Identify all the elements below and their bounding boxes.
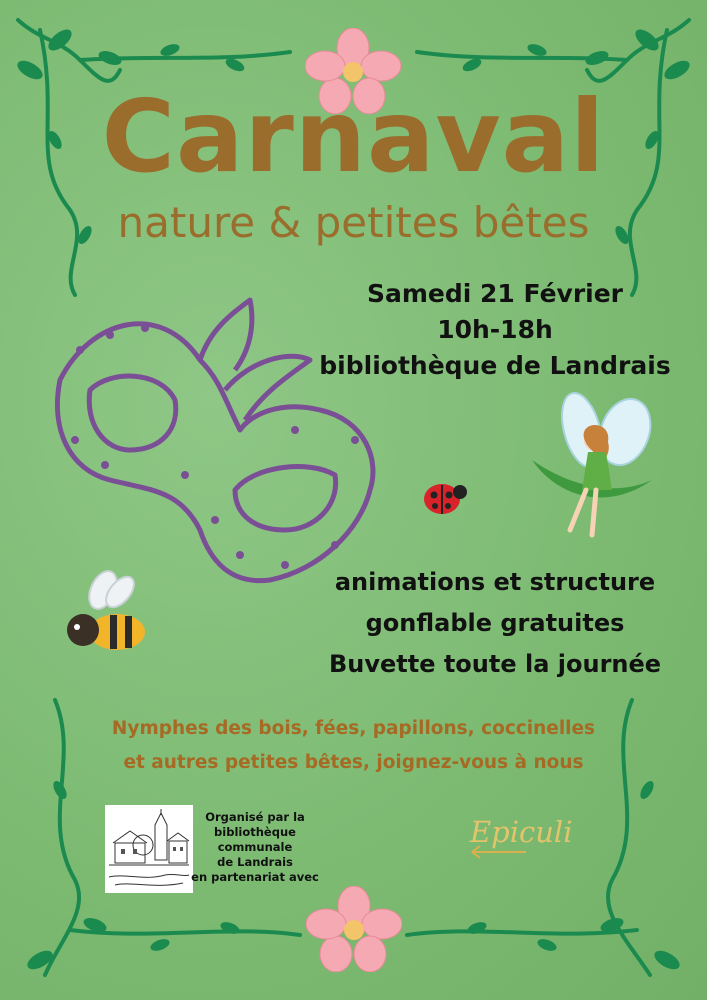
invite-line-1: Nymphes des bois, fées, papillons, coccinelles bbox=[111, 718, 596, 739]
event-location: bibliothèque de Landrais bbox=[319, 351, 671, 380]
event-hours: 10h-18h bbox=[437, 315, 553, 344]
organizer-text bbox=[190, 810, 320, 885]
mask-icon bbox=[50, 290, 385, 585]
fairy-icon bbox=[530, 390, 655, 540]
organizer-line-1: Organisé par la bbox=[205, 810, 305, 824]
poster-subtitle: nature & petites bêtes bbox=[117, 198, 590, 247]
organizer-line-5: en partenariat avec bbox=[191, 870, 319, 884]
activities-text bbox=[300, 562, 690, 685]
organizer-line-3: communale bbox=[217, 840, 293, 854]
activities-line-3: Buvette toute la journée bbox=[328, 650, 662, 678]
sponsor-logo: Epiculi bbox=[470, 815, 573, 849]
poster-title: Carnaval bbox=[101, 78, 606, 195]
village-drawing bbox=[105, 805, 193, 893]
event-date: Samedi 21 Février bbox=[366, 279, 624, 308]
arrow-icon bbox=[470, 844, 530, 860]
invite-text bbox=[0, 712, 707, 780]
ladybug-icon bbox=[418, 475, 468, 517]
invite-line-2: et autres petites bêtes, joignez-vous à nous bbox=[123, 752, 584, 773]
activities-line-1: animations et structure bbox=[334, 568, 656, 596]
organizer-line-4: de Landrais bbox=[217, 855, 293, 869]
organizer-line-2: bibliothèque bbox=[214, 825, 296, 839]
flower-icon bbox=[306, 886, 402, 972]
bee-icon bbox=[55, 570, 150, 660]
activities-line-2: gonflable gratuites bbox=[365, 609, 625, 637]
village-drawing-icon bbox=[105, 805, 193, 893]
